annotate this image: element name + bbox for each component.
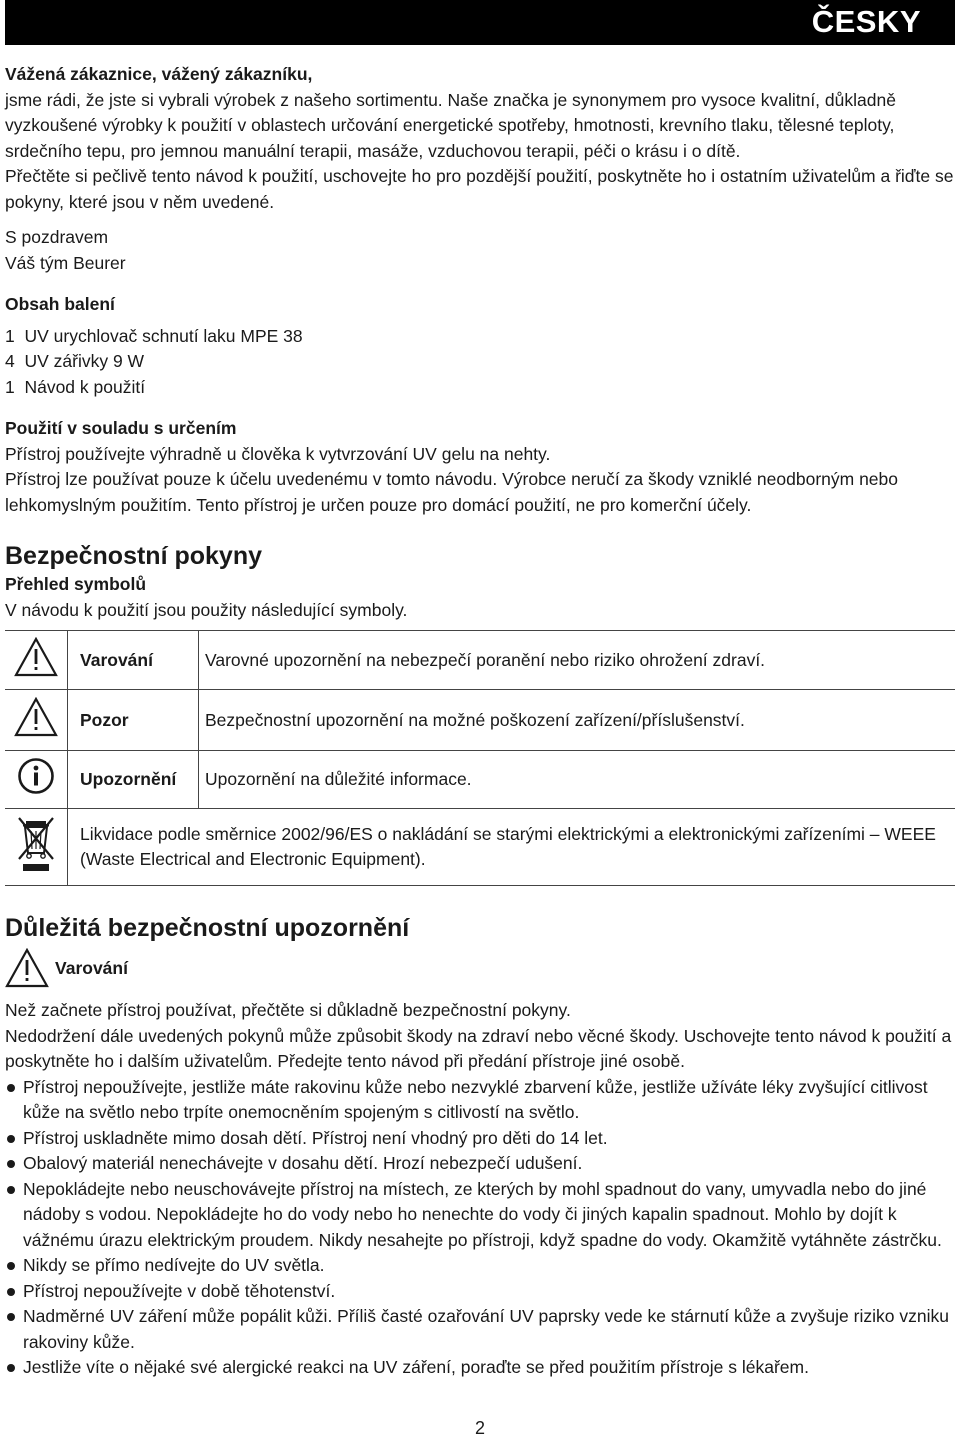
- list-item: Jestliže víte o nějaké své alergické reakci na UV záření, poraďte se před použitím přístroje s lékařem.: [5, 1355, 955, 1381]
- symbol-description: Likvidace podle směrnice 2002/96/ES o nakládání se starými elektrickými a elektronickými zařízeními – WEEE (Waste Electrical and Electronic Equipment).: [68, 809, 956, 886]
- symbol-row: [5, 751, 955, 809]
- warning-triangle-icon: [14, 697, 58, 737]
- intended-use-heading: Použití v souladu s určením: [5, 418, 237, 438]
- symbol-description: Bezpečnostní upozornění na možné poškození zařízení/příslušenství.: [199, 690, 956, 751]
- symbol-label: Pozor: [68, 690, 199, 751]
- list-item: Nadměrné UV záření může popálit kůži. Příliš časté ozařování UV paprsky vede ke stárnutí kůže a zvyšuje riziko vzniku rakoviny kůže.: [5, 1304, 955, 1355]
- bullet-icon: [7, 1135, 15, 1143]
- symbol-label: Upozornění: [68, 751, 199, 809]
- team-signature: Váš tým Beurer: [5, 252, 126, 273]
- intended-use-line-2: Přístroj lze používat pouze k účelu uvedenému v tomto návodu. Výrobce neručí za škody vzniklé neodborným nebo lehkomyslným použitím. Tento přístroj je určen pouze pro domácí použití, ne pro komerční účely.: [5, 469, 898, 515]
- warning-triangle-icon: [14, 637, 58, 677]
- symbol-row: [5, 809, 955, 886]
- symbols-intro: V návodu k použití jsou použity následující symboly.: [5, 599, 408, 620]
- important-line-2: Nedodržení dále uvedených pokynů může způsobit škody na zdraví nebo věcné škody. Uschovejte tento návod k použití a poskytněte ho i dalším uživatelům. Předejte tento návod při předání přístroje jiné osobě.: [5, 1025, 952, 1071]
- bullet-icon: [7, 1364, 15, 1372]
- regards: S pozdravem: [5, 227, 109, 247]
- language-header-bar: [5, 0, 955, 45]
- list-item: Nikdy se přímo nedívejte do UV světla.: [5, 1253, 955, 1279]
- list-item: Nepokládejte nebo neuschovávejte přístroj na místech, ze kterých by mohl spadnout do vany, umyvadla nebo do jiné nádoby s vodou. Nepokládejte ho do vody nebo ho nenechte do vody či jiných kapalin spadnout. Mohlo by dojít k vážnému úrazu elektrickým proudem. Nikdy nesahejte po přístroji, když spadne do vody. Okamžitě vytáhněte zástrčku.: [5, 1177, 955, 1254]
- bullet-icon: [7, 1186, 15, 1194]
- symbol-row: [5, 690, 955, 751]
- warning-label: Varování: [55, 957, 128, 978]
- list-item: Přístroj uskladněte mimo dosah dětí. Přístroj není vhodný pro děti do 14 let.: [5, 1126, 955, 1152]
- intro-paragraph-1: jsme rádi, že jste si vybrali výrobek z našeho sortimentu. Naše značka je synonymem pro vysoce kvalitní, důkladně vyzkoušené výrobky k použití v oblastech určování energetické spotřeby, hmotnosti, krevního tlaku, tělesné teploty, srdečního tepu, pro jemnou manuální terapii, masáže, vzduchovou terapii, péči o krásu i o dítě.: [5, 89, 896, 161]
- bullet-icon: [7, 1288, 15, 1296]
- symbol-row: [5, 631, 955, 690]
- bullet-icon: [7, 1160, 15, 1168]
- package-item: 4 UV zářivky 9 W: [5, 351, 145, 371]
- info-icon: [17, 757, 55, 795]
- important-heading: Důležitá bezpečnostní upozornění: [5, 914, 410, 942]
- greeting: Vážená zákaznice, vážený zákazníku,: [5, 64, 313, 84]
- symbols-heading: Přehled symbolů: [5, 574, 147, 594]
- package-item: 1 Návod k použití: [5, 376, 146, 397]
- symbol-label: Varování: [68, 631, 199, 690]
- safety-bullet-list: [5, 1075, 955, 1381]
- safety-heading: Bezpečnostní pokyny: [5, 542, 262, 570]
- intro-paragraph-2: Přečtěte si pečlivě tento návod k použití, uschovejte ho pro pozdější použití, poskytněte ho i ostatním uživatelům a řiďte se pokyny, které jsou v něm uvedené.: [5, 166, 954, 212]
- package-item: 1 UV urychlovač schnutí laku MPE 38: [5, 325, 303, 346]
- page-content: [5, 62, 955, 1381]
- language-label: ČESKY: [811, 4, 921, 39]
- bullet-icon: [7, 1084, 15, 1092]
- intended-use-line-1: Přístroj používejte výhradně u člověka k vytvrzování UV gelu na nehty.: [5, 443, 551, 464]
- important-line-1: Než začnete přístroj používat, přečtěte si důkladně bezpečnostní pokyny.: [5, 1000, 571, 1020]
- symbol-description: Varovné upozornění na nebezpečí poranění nebo riziko ohrožení zdraví.: [199, 631, 956, 690]
- package-heading: Obsah balení: [5, 294, 115, 314]
- page-number: 2: [474, 1418, 485, 1438]
- list-item: Přístroj nepoužívejte, jestliže máte rakovinu kůže nebo nezvyklé zbarvení kůže, jestliže užíváte léky zvyšující citlivost kůže na světlo nebo trpíte onemocněním spojeným s citlivostí na světlo.: [5, 1075, 955, 1126]
- bullet-icon: [7, 1262, 15, 1270]
- bullet-icon: [7, 1313, 15, 1321]
- list-item: Obalový materiál nenechávejte v dosahu dětí. Hrozí nebezpečí udušení.: [5, 1151, 955, 1177]
- symbols-table: [5, 630, 955, 886]
- weee-crossed-bin-icon: [14, 815, 58, 873]
- list-item: Přístroj nepoužívejte v době těhotenství.: [5, 1279, 955, 1305]
- warning-line: [5, 944, 955, 992]
- symbol-description: Upozornění na důležité informace.: [199, 751, 956, 809]
- warning-triangle-icon: [5, 948, 49, 988]
